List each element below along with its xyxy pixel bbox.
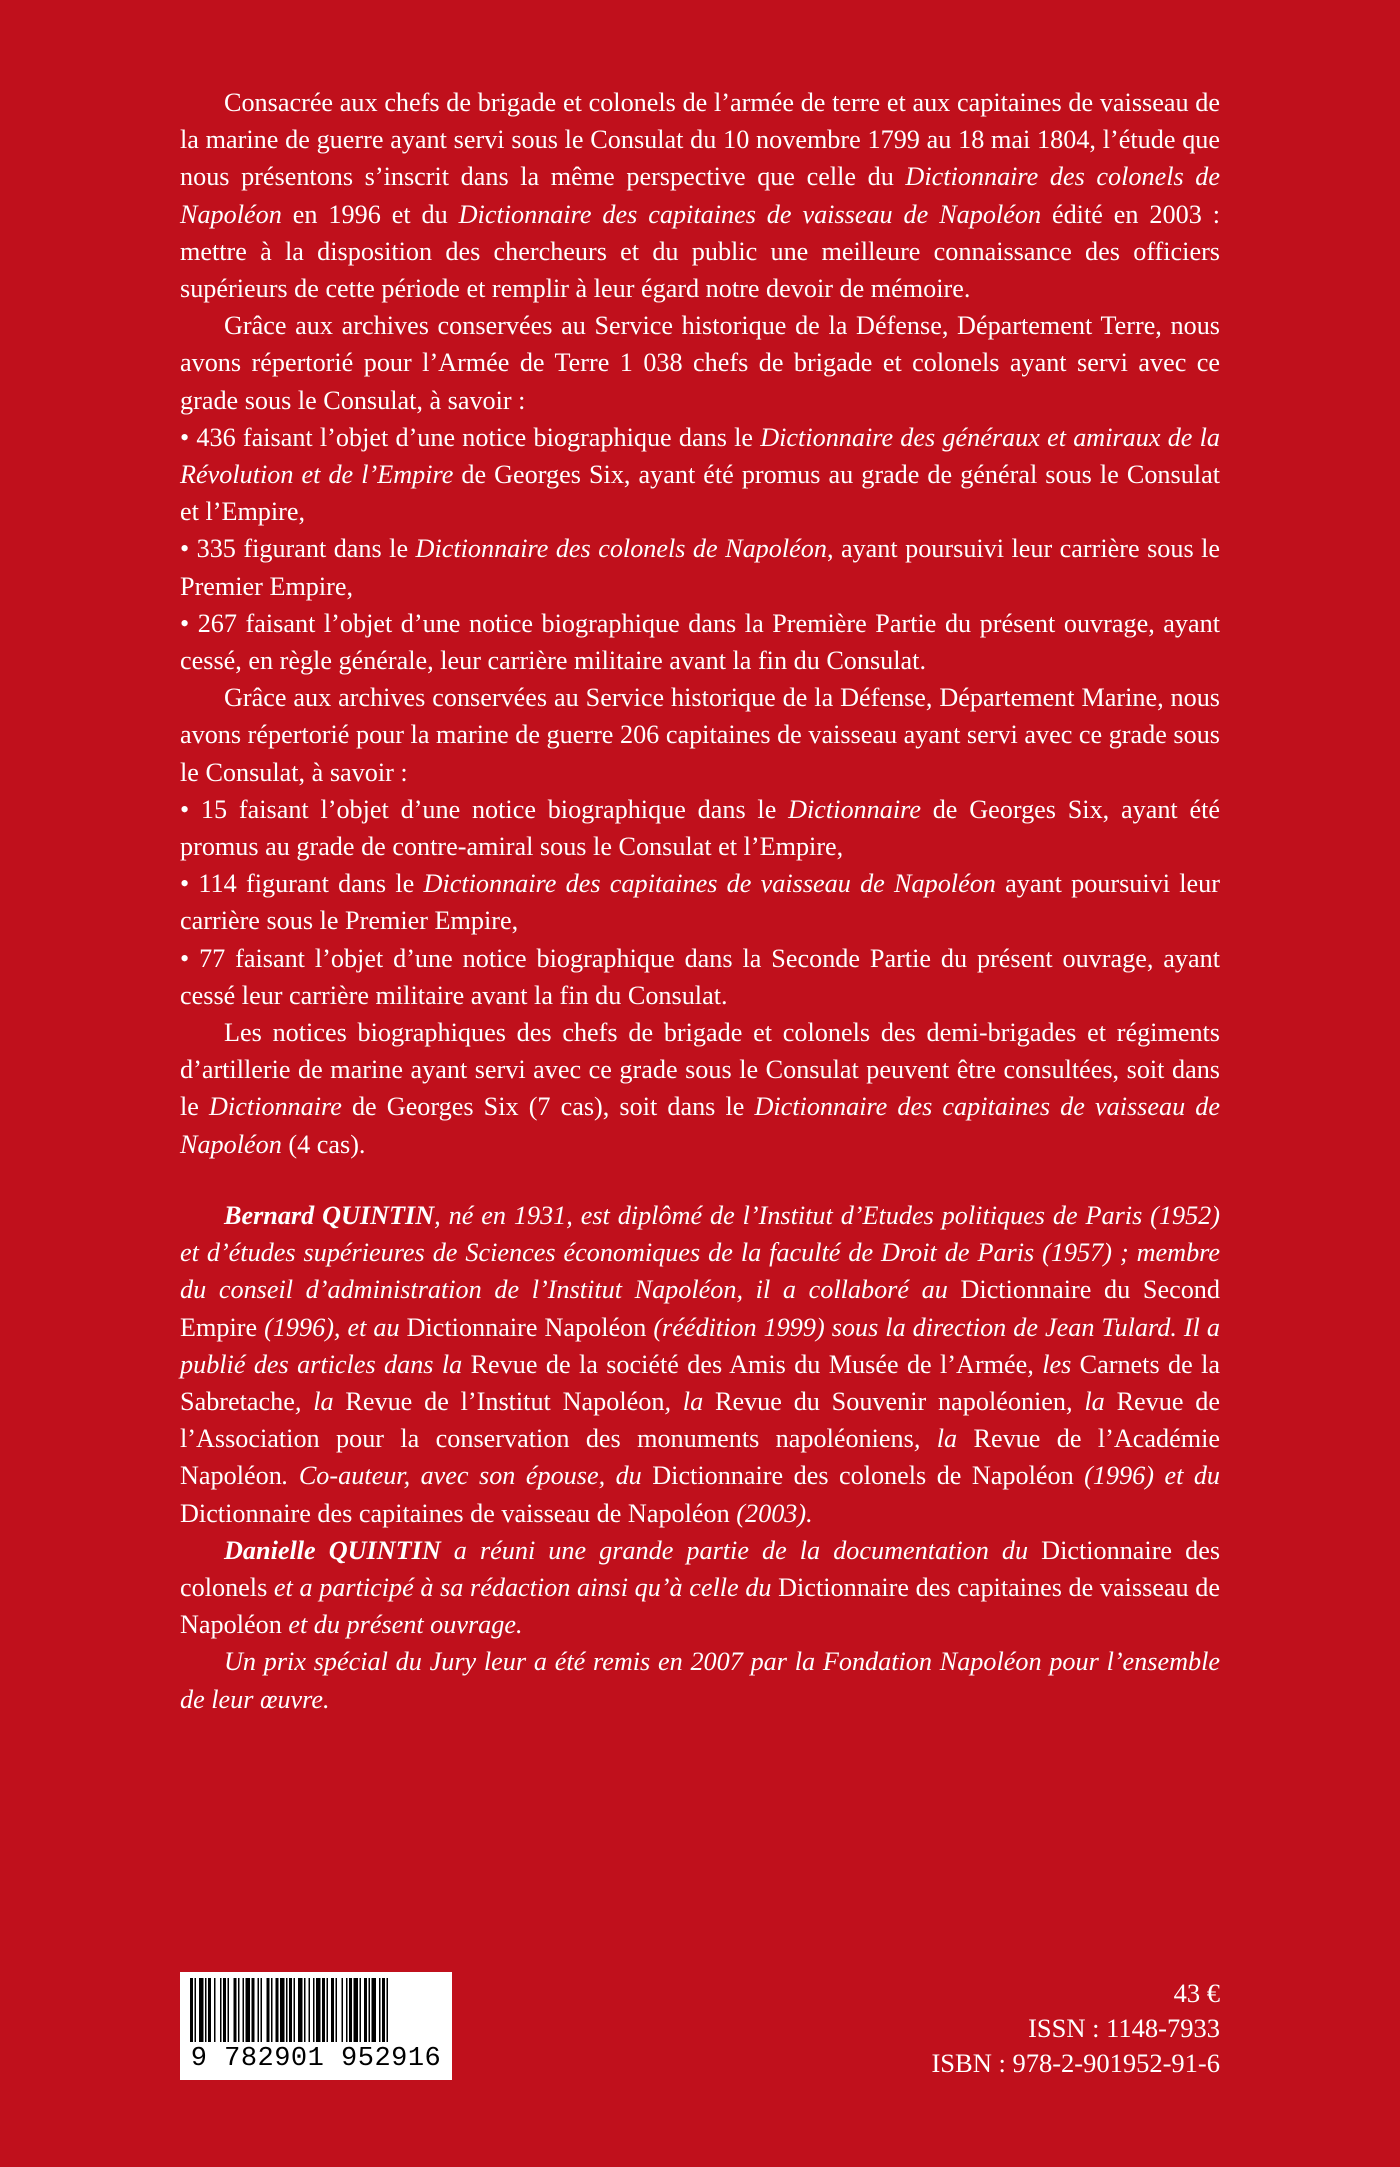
text-run: Grâce aux archives conservées au Service historique de la Défense, Département Marine, nous avons répertorié pour la marine de guerre 206 capitaines de vaisseau ayant servi avec ce grade sous le Consulat, à savoir : — [180, 683, 1220, 787]
barcode-bar — [364, 1978, 367, 2042]
text-run: , la — [913, 1424, 974, 1454]
text-run: (1996), et au — [257, 1312, 407, 1342]
intro-bullet-2 — [180, 530, 1220, 604]
text-run: et du présent ouvrage. — [281, 1610, 523, 1640]
text-run: Grâce aux archives conservées au Service historique de la Défense, Département Terre, nous avons répertorié pour l’Armée de Terre 1 038 chefs de brigade et colonels ayant servi avec ce grade sous le Consulat, à savoir : — [180, 311, 1220, 415]
text-run: Danielle QUINTIN — [224, 1535, 441, 1565]
text-run: Dictionnaire des capitaines de vaisseau de Napoléon — [180, 1498, 730, 1528]
barcode-bar — [372, 1978, 377, 2042]
text-run: Dictionnaire des colonels de Napoléon — [652, 1461, 1074, 1491]
text-run: Dictionnaire Napoléon — [406, 1312, 647, 1342]
text-run: de Georges Six (7 cas), soit dans le — [341, 1092, 755, 1122]
barcode-bars — [188, 1978, 444, 2042]
text-run: en 1996 et du — [281, 199, 459, 229]
barcode-bar — [316, 1978, 321, 2042]
barcode-bar — [220, 1978, 222, 2042]
barcode-bar — [223, 1978, 226, 2042]
barcode-bar — [246, 1978, 251, 2042]
text-run: • 436 faisant l’objet d’une notice biographique dans le — [180, 422, 761, 452]
text-run: Dictionnaire des généraux et amiraux de la Révolution et de l’Empire — [180, 422, 1220, 490]
author-bio-danielle — [180, 1532, 1220, 1644]
text-run: , la — [664, 1386, 715, 1416]
barcode-bar — [342, 1978, 344, 2042]
barcode-bar — [261, 1978, 263, 2042]
text-run: ayant poursuivi leur carrière sous le Premier Empire, — [180, 869, 1220, 936]
text-run: Revue de la société des Amis du Musée de l’Armée — [470, 1349, 1028, 1379]
barcode-bar — [298, 1978, 303, 2042]
text-run: Dictionnaire des capitaines de vaisseau de Napoléon — [458, 199, 1042, 229]
text-run: Dictionnaire des colonels de Napoléon — [415, 534, 827, 564]
text-run: de Georges Six, ayant été promus au grade de général sous le Consulat et l’Empire, — [180, 460, 1220, 527]
text-run: , la — [294, 1386, 346, 1416]
award-note — [180, 1643, 1220, 1717]
price: 43 € — [1173, 1978, 1220, 2008]
text-run: Dictionnaire des capitaines de vaisseau de Napoléon — [180, 1092, 1220, 1159]
text-run: Bernard QUINTIN — [224, 1200, 435, 1230]
text-run: Consacrée aux chefs de brigade et colonels de l’armée de terre et aux capitaines de vaisseau de la marine de guerre ayant servi sous le Consulat du 10 novembre 1799 au 18 mai 1804, l’étude que nous présentons s’inscrit dans la même perspective que celle du — [180, 88, 1220, 192]
isbn: ISBN : 978-2-901952-91-6 — [931, 2048, 1220, 2078]
barcode-bar — [322, 1978, 325, 2042]
barcode-bar — [360, 1978, 362, 2042]
barcode-bar — [252, 1978, 255, 2042]
barcode-bar — [199, 1978, 204, 2042]
text-run: a réuni une grande partie de la documentation du — [440, 1535, 1042, 1565]
barcode-bar — [286, 1978, 288, 2042]
text-run: , les — [1027, 1349, 1080, 1379]
text-run: Les notices biographiques des chefs de brigade et colonels des demi-brigades et régiments d’artillerie de marine ayant servi avec ce grade sous le Consulat peuvent être consultées, soit dans le — [180, 1018, 1220, 1122]
barcode-bar — [289, 1978, 292, 2042]
barcode-bar — [214, 1978, 216, 2042]
text-run: édité en 2003 : mettre à la disposition des chercheurs et du public une meilleure connaissance des officiers supérieurs de cette période et remplir à leur égard notre devoir de mémoire. — [180, 199, 1220, 304]
text-run: • 335 figurant dans le — [180, 534, 416, 564]
text-run: Dictionnaire des colonels — [180, 1535, 1221, 1602]
barcode-bar — [258, 1978, 260, 2042]
barcode-bar — [228, 1978, 230, 2042]
text-run: . Co-auteur, avec son épouse, du — [281, 1461, 653, 1491]
authors-section — [180, 1197, 1220, 1718]
barcode-bar — [195, 1978, 197, 2042]
text-run: Dictionnaire — [788, 794, 921, 824]
barcode-bar — [336, 1978, 338, 2042]
text-run: Revue de l’Académie Napoléon — [180, 1424, 1220, 1491]
barcode-bar — [349, 1978, 352, 2042]
barcode-bar — [190, 1978, 193, 2042]
intro-paragraph-1 — [180, 84, 1220, 307]
intro-bullet-4 — [180, 791, 1220, 865]
text-run: et a participé à sa rédaction ainsi qu’à celle du — [267, 1572, 779, 1602]
text-run: , la — [1066, 1386, 1117, 1416]
barcode-bar — [387, 1978, 389, 2042]
barcode-bar — [309, 1978, 311, 2042]
barcode-bar — [331, 1978, 334, 2042]
barcode-bar — [234, 1978, 237, 2042]
text-run: (4 cas). — [281, 1129, 366, 1159]
text-run: , né en 1931, est diplômé de l’Institut d’Etudes politiques de Paris (1952) et d’études supérieures de Sciences économiques de la faculté de Droit de Paris (1957) ; membre du conseil d’administration de l’Institut Napoléon, il a collaboré au — [180, 1200, 1220, 1305]
text-run: Dictionnaire — [209, 1092, 342, 1122]
text-run: • 114 figurant dans le — [180, 869, 424, 899]
text-run: Un prix spécial du Jury leur a été remis en 2007 par la Fondation Napoléon pour l’ensemble de leur œuvre. — [180, 1647, 1220, 1714]
barcode-bar — [369, 1978, 371, 2042]
barcode-bar — [271, 1978, 273, 2042]
barcode-bar — [267, 1978, 270, 2042]
text-run: Dictionnaire du Second Empire — [180, 1275, 1220, 1342]
barcode-bar — [304, 1978, 306, 2042]
barcode-bar — [205, 1978, 207, 2042]
text-run: , ayant poursuivi leur carrière sous le Premier Empire, — [180, 534, 1220, 601]
text-run: • 15 faisant l’objet d’une notice biographique dans le — [180, 794, 789, 824]
text-run: Revue de l’Institut Napoléon — [345, 1386, 665, 1416]
barcode-bar — [382, 1978, 385, 2042]
barcode-bar — [238, 1978, 240, 2042]
text-run: Dictionnaire des capitaines de vaisseau de Napoléon — [180, 1572, 1220, 1640]
intro-paragraph-3 — [180, 679, 1220, 791]
intro-bullet-3 — [180, 605, 1220, 679]
intro-bullet-5 — [180, 865, 1220, 939]
intro-bullet-1 — [180, 419, 1220, 531]
text-run: de Georges Six, ayant été promus au grade de contre-amiral sous le Consulat et l’Empire, — [180, 794, 1220, 862]
barcode-bar — [346, 1978, 348, 2042]
price-block — [931, 1976, 1220, 2081]
isbn-barcode — [180, 1972, 452, 2080]
text-run: (réédition 1999) sous la direction de Jean Tulard. Il a publié des articles dans la — [180, 1312, 1220, 1379]
text-run: Dictionnaire des capitaines de vaisseau de Napoléon — [423, 869, 996, 899]
barcode-bar — [313, 1978, 315, 2042]
barcode-bar — [208, 1978, 211, 2042]
barcode-bar — [294, 1978, 296, 2042]
text-run: Dictionnaire des colonels de Napoléon — [180, 162, 1220, 229]
intro-paragraph-2 — [180, 307, 1220, 419]
intro-text — [180, 84, 1220, 1718]
barcode-number: 9 782901 952916 — [190, 2044, 442, 2074]
intro-bullet-6 — [180, 940, 1220, 1014]
barcode-bar — [379, 1978, 381, 2042]
barcode-bar — [354, 1978, 359, 2042]
text-run: • 267 faisant l’objet d’une notice biographique dans la Première Partie du présent ouvrage, ayant cessé, en règle générale, leur carrière militaire avant la fin du Consulat. — [180, 608, 1220, 676]
author-bio-bernard — [180, 1197, 1220, 1532]
text-run: Carnets de la Sabretache — [180, 1349, 1220, 1416]
issn: ISSN : 1148-7933 — [1028, 2013, 1220, 2043]
text-run: (2003). — [729, 1498, 813, 1528]
text-run: (1996) et du — [1073, 1461, 1221, 1491]
text-run: Revue de l’Association pour la conservation des monuments napoléoniens — [180, 1386, 1220, 1454]
barcode-bar — [327, 1978, 329, 2042]
barcode-bar — [280, 1978, 285, 2042]
barcode-bar — [276, 1978, 279, 2042]
barcode-bar — [243, 1978, 245, 2042]
text-run: Revue du Souvenir napoléonien — [714, 1386, 1067, 1416]
intro-paragraph-4 — [180, 1014, 1220, 1163]
text-run: • 77 faisant l’objet d’une notice biographique dans la Seconde Partie du présent ouvrage, ayant cessé leur carrière militaire avant la fin du Consulat. — [180, 943, 1220, 1010]
